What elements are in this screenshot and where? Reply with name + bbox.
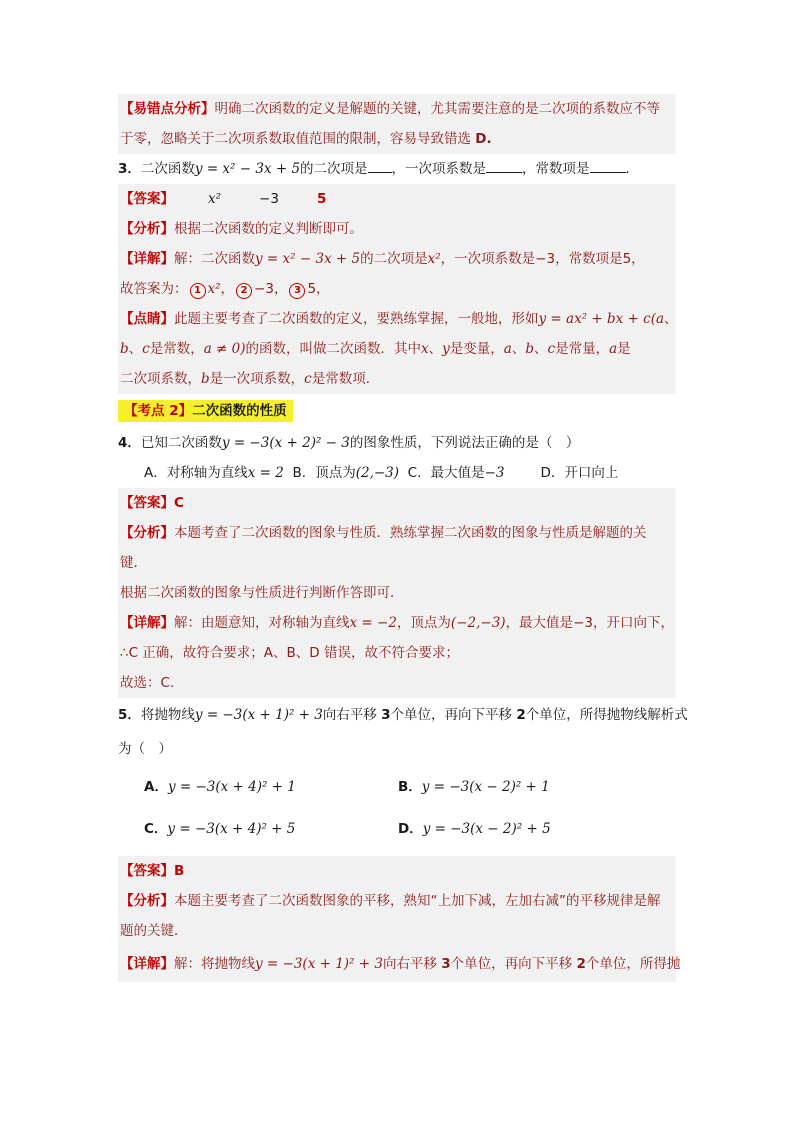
question-5-solution — [118, 856, 681, 982]
q4-option-a: A．对称轴为直线x = 2 — [144, 465, 284, 481]
q5-option-a: A．y = −3(x + 4)² + 1 — [144, 779, 296, 795]
q3-comment-line-3: 二次项系数，b是一次项系数，c是常数项． — [120, 371, 380, 387]
q5-option-d: D．y = −3(x − 2)² + 5 — [398, 821, 551, 837]
question-3-stem: 3．二次函数y = x² − 3x + 5的二次项是 ，一次项系数是 ，常数项是 ． — [118, 161, 640, 177]
q5-answer: 【答案】B — [120, 863, 185, 879]
q5-options-row-2 — [118, 808, 676, 850]
q4-analysis-line-2: 键． — [120, 555, 147, 571]
question-5-stem-2: 为（ ） — [118, 741, 172, 757]
q3-final-answer: 故答案为： 1 x²， 2 −3， 3 5， — [120, 281, 330, 297]
question-4-options — [118, 458, 676, 488]
circle-number-2: 2 — [236, 283, 252, 299]
q5-option-b: B．y = −3(x − 2)² + 1 — [398, 779, 550, 795]
q4-option-b: B．顶点为(2,−3) — [292, 465, 400, 481]
q5-analysis-line-1: 【分析】本题主要考查了二次函数图象的平移，熟知“上加下减，左加右减”的平移规律是解 — [120, 893, 661, 909]
circle-number-3: 3 — [289, 283, 305, 299]
q5-detail-line-1: 【详解】解：将抛物线y = −3(x + 1)² + 3向右平移 3个单位，再向下平移 2个单位，所得抛 — [120, 956, 681, 972]
q5-analysis-line-2: 题的关键． — [120, 923, 188, 939]
q3-comment-line-2: b、c是常数，a ≠ 0)的函数，叫做二次函数．其中x、y是变量，a、b、c是常量，a是 — [120, 341, 631, 357]
circle-number-1: 1 — [190, 283, 206, 299]
error-analysis-line-1: 【易错点分析】明确二次函数的定义是解题的关键，尤其需要注意的是二次项的系数应不等 — [120, 101, 660, 117]
section-heading-point-2: 【考点 2】二次函数的性质 — [118, 400, 293, 422]
q3-detail: 【详解】解：二次函数y = x² − 3x + 5的二次项是x²，一次项系数是−3，常数项是5， — [120, 251, 645, 267]
q4-detail-line-3: 故选：C. — [120, 675, 175, 691]
q4-analysis-line-3: 根据二次函数的图象与性质进行判断作答即可． — [120, 585, 404, 601]
q4-detail-line-2: ∴C 正确，故符合要求；A、B、D 错误，故不符合要求； — [120, 645, 459, 661]
q5-option-c: C．y = −3(x + 4)² + 5 — [144, 821, 296, 837]
q3-analysis: 【分析】根据二次函数的定义判断即可。 — [120, 221, 363, 237]
question-5-stem: 5．将抛物线y = −3(x + 1)² + 3向右平移 3个单位，再向下平移 2个单位，所得抛物线解析式 — [118, 707, 688, 723]
q5-options-row-1 — [118, 766, 676, 808]
q4-detail-line-1: 【详解】解：由题意知，对称轴为直线x = −2，顶点为(−2,−3)，最大值是−3，开口向下， — [120, 615, 674, 631]
question-4-solution — [118, 488, 676, 698]
answer-blank-3 — [590, 160, 626, 173]
q3-comment-line-1: 【点睛】此题主要考查了二次函数的定义，要熟练掌握，一般地，形如y = ax² + bx + c(a、 — [120, 311, 678, 327]
answer-blank-1 — [368, 160, 392, 173]
question-3-solution — [118, 184, 676, 394]
q4-option-c: C．最大值是−3 — [407, 465, 505, 481]
q4-analysis-line-1: 【分析】本题考查了二次函数的图象与性质．熟练掌握二次函数的图象与性质是解题的关 — [120, 525, 647, 541]
q4-option-d: D．开口向上 — [540, 465, 619, 481]
q4-answer: 【答案】C — [120, 495, 184, 511]
error-analysis-block — [118, 94, 676, 154]
error-analysis-line-2: 于零，忽略关于二次项系数取值范围的限制，容易导致错选 D. — [120, 131, 492, 147]
answer-blank-2 — [486, 160, 522, 173]
question-4-stem: 4．已知二次函数y = −3(x + 2)² − 3的图象性质，下列说法正确的是（ ） — [118, 435, 580, 451]
document-content — [118, 94, 688, 982]
q3-answer: 【答案】 x² −3 5 — [120, 191, 327, 207]
